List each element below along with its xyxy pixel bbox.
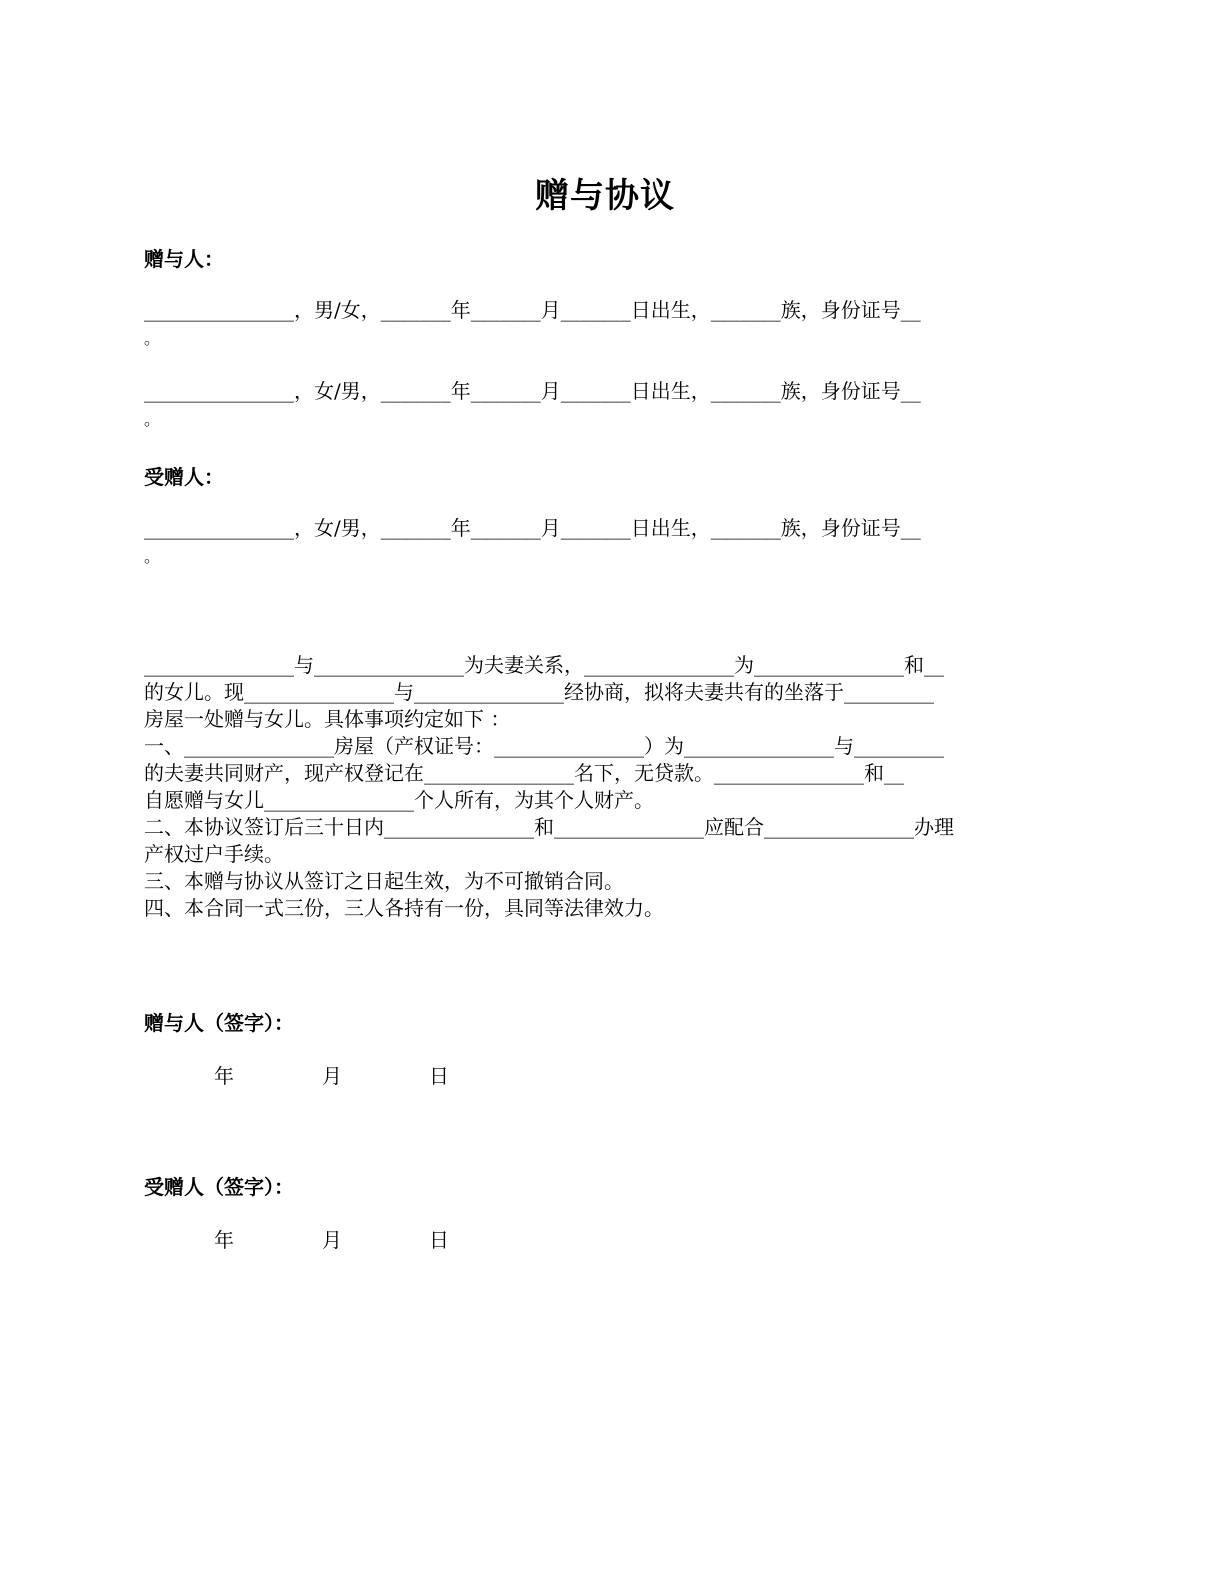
donor-signature-heading: 赠与人（签字）： — [144, 1011, 294, 1035]
donor-line-2: _______________，女/男，_______年_______月_______日出生，_______族，身份证号__ — [144, 379, 921, 403]
body-line: 一、_______________房屋（产权证号：_______________）为_______________与_________ — [144, 734, 944, 758]
body-line: 二、本协议签订后三十日内_______________和_______________应配合_______________办理 — [144, 815, 954, 839]
body-line: 的女儿。现_______________与_______________经协商，拟将夫妻共有的坐落于_________ — [144, 680, 934, 704]
donee-date-month: 月 — [322, 1228, 342, 1252]
donor-line-1-end: 。 — [144, 329, 161, 348]
body-line: 房屋一处赠与女儿。具体事项约定如下 ： — [144, 707, 511, 731]
donee-date-day: 日 — [429, 1228, 449, 1252]
body-line: 四、本合同一式三份，三人各持有一份，具同等法律效力。 — [144, 896, 664, 920]
donor-date-year: 年 — [214, 1064, 234, 1088]
donee-heading: 受赠人： — [144, 465, 224, 489]
body-line: 自愿赠与女儿_______________个人所有，为其个人财产。 — [144, 788, 654, 812]
donee-date-year: 年 — [214, 1228, 234, 1252]
donor-heading: 赠与人： — [144, 247, 224, 271]
body-line: 三、本赠与协议从签订之日起生效，为不可撤销合同。 — [144, 869, 624, 893]
donor-line-2-end: 。 — [144, 410, 161, 429]
body-line: 的夫妻共同财产，现产权登记在_______________名下，无贷款。_______________和__ — [144, 761, 904, 785]
body-line: 产权过户手续。 — [144, 842, 284, 866]
donee-line-1-end: 。 — [144, 547, 161, 566]
donor-line-1: _______________，男/女，_______年_______月_______日出生，_______族，身份证号__ — [144, 298, 921, 322]
document-title: 赠与协议 — [535, 176, 675, 216]
body-line: _______________与_______________为夫妻关系，_______________为_______________和__ — [144, 653, 944, 677]
donee-signature-heading: 受赠人（签字）： — [144, 1175, 294, 1199]
donee-line-1: _______________，女/男，_______年_______月_______日出生，_______族，身份证号__ — [144, 516, 921, 540]
donor-date-month: 月 — [322, 1064, 342, 1088]
donor-date-day: 日 — [429, 1064, 449, 1088]
